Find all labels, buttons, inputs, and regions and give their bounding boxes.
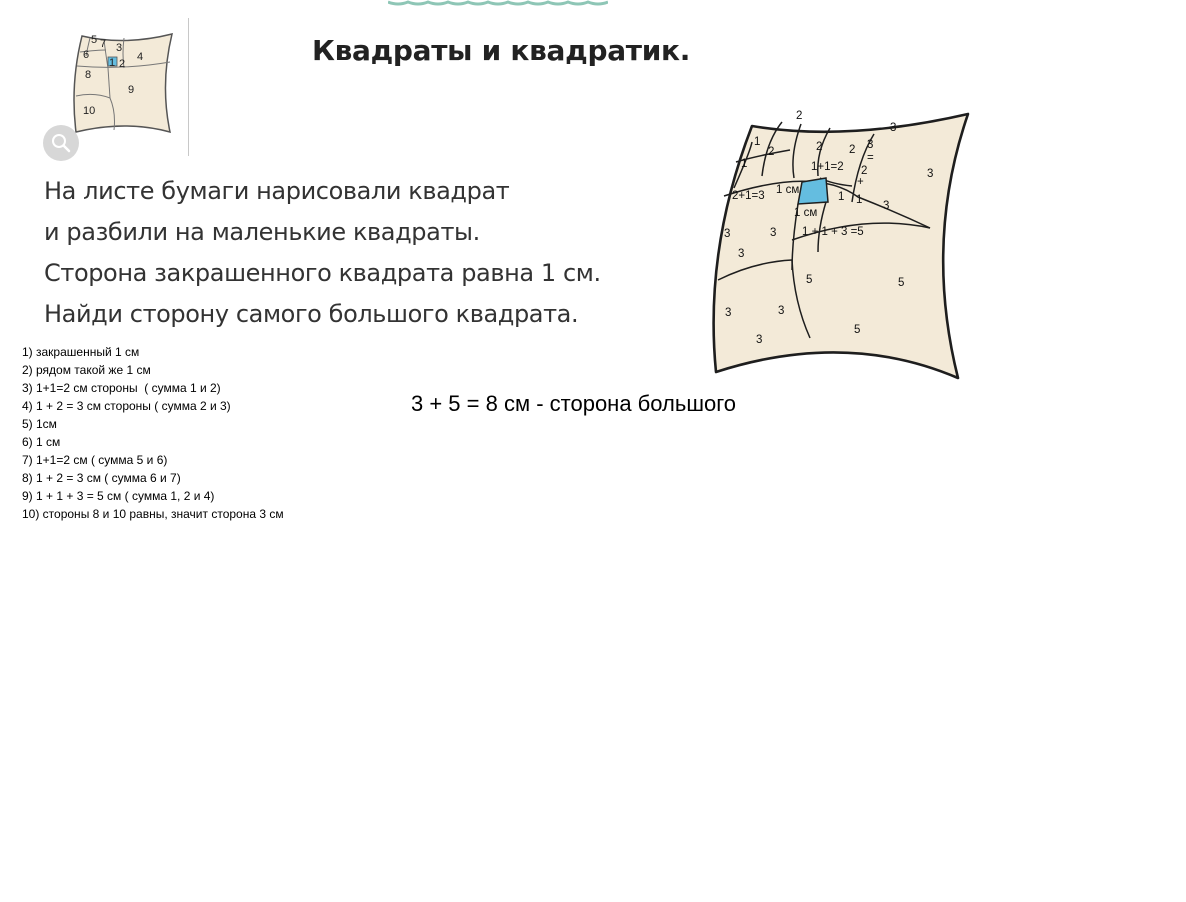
solution-step: 1) закрашенный 1 см (22, 345, 140, 359)
small-label: 6 (83, 49, 90, 61)
figure-label: 2 (768, 146, 775, 158)
solution-step: 2) рядом такой же 1 см (22, 363, 151, 377)
problem-line: Сторона закрашенного квадрата равна 1 см. (44, 259, 601, 287)
solution-step: 5) 1см (22, 417, 57, 431)
figure-label: 3 (927, 168, 934, 180)
small-label: 3 (116, 42, 123, 54)
figure-label: 5 (806, 274, 813, 286)
page-title: Квадраты и квадратик. (312, 34, 691, 67)
figure-label: 2 (849, 144, 856, 156)
small-label: 8 (85, 69, 92, 81)
figure-label: 1 см (794, 207, 818, 219)
solution-step: 4) 1 + 2 = 3 см стороны ( сумма 2 и 3) (22, 399, 231, 413)
small-label: 4 (137, 51, 144, 63)
figure-label: 1 (856, 194, 863, 206)
figure-label: 5 (898, 277, 905, 289)
problem-line: и разбили на маленькие квадраты. (44, 218, 480, 246)
small-label: 10 (83, 105, 96, 117)
figure-label: 1 + 1 + 3 =5 (802, 226, 864, 238)
solution-step: 9) 1 + 1 + 3 = 5 см ( сумма 1, 2 и 4) (22, 489, 215, 503)
problem-line: На листе бумаги нарисовали квадрат (44, 177, 510, 205)
figure-label: 3 (867, 139, 874, 151)
figure-label: 5 (854, 324, 861, 336)
solution-step: 3) 1+1=2 см стороны ( сумма 1 и 2) (22, 381, 221, 395)
figure-label: 1+1=2 (811, 161, 844, 173)
figure-label: 2 (796, 110, 803, 122)
small-label: 9 (128, 84, 135, 96)
small-label: 2 (119, 58, 126, 70)
solution-step: 10) стороны 8 и 10 равны, значит сторона 3 см (22, 507, 284, 521)
figure-label: 2 (861, 165, 868, 177)
top-ornament (388, 0, 608, 6)
figure-label: 1 (754, 136, 761, 148)
zoom-icon[interactable] (42, 124, 80, 162)
small-label: 1 (109, 57, 116, 69)
figure-label: 1 (741, 158, 748, 170)
problem-statement (44, 171, 601, 335)
figure-label: + (857, 176, 864, 188)
figure-label: 1 (838, 191, 845, 203)
figure-label: 3 (756, 334, 763, 346)
figure-label: 3 (890, 122, 897, 134)
figure-label: 3 (724, 228, 731, 240)
annotated-figure (706, 102, 982, 386)
solution-step: 8) 1 + 2 = 3 см ( сумма 6 и 7) (22, 471, 181, 485)
answer-text: 3 + 5 = 8 см - сторона большого (411, 391, 736, 416)
solution-step: 7) 1+1=2 см ( сумма 5 и 6) (22, 453, 168, 467)
small-reference-figure (52, 28, 178, 138)
problem-line: Найди сторону самого большого квадрата. (44, 300, 579, 328)
figure-label: 2 (816, 141, 823, 153)
figure-label: 3 (725, 307, 732, 319)
figure-label: 3 (883, 200, 890, 212)
solution-steps (22, 343, 284, 523)
divider (188, 18, 189, 156)
small-label: 7 (100, 38, 107, 50)
figure-label: 3 (770, 227, 777, 239)
figure-label: 3 (738, 248, 745, 260)
solution-step: 6) 1 см (22, 435, 61, 449)
figure-label: = (867, 152, 874, 164)
figure-label: 1 см (776, 184, 800, 196)
small-label: 5 (91, 34, 98, 46)
figure-label: 2+1=3 (732, 190, 765, 202)
figure-label: 3 (778, 305, 785, 317)
